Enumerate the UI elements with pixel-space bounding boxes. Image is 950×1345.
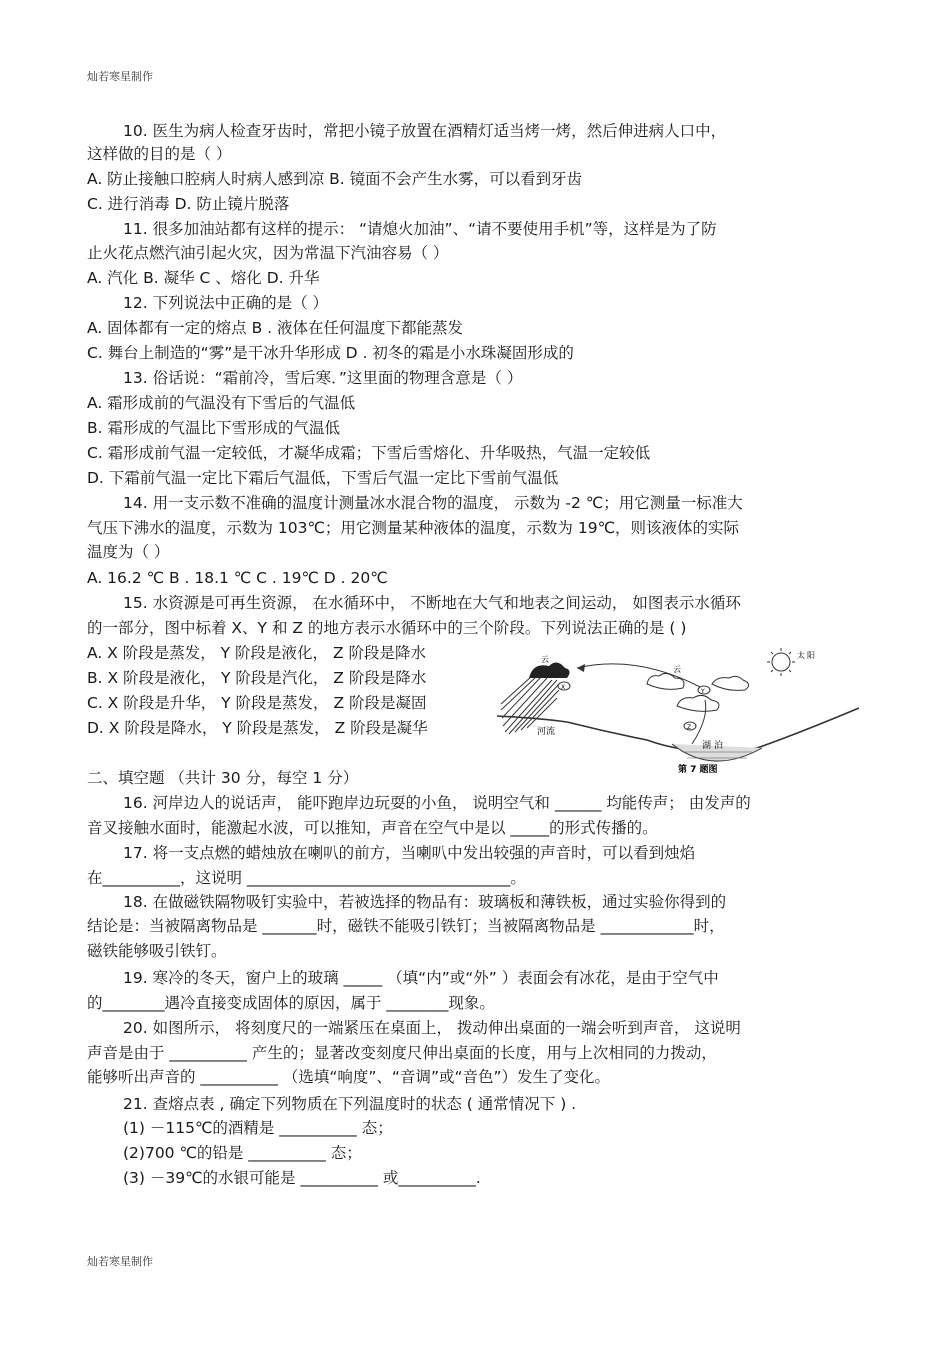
text-line-q18c: 磁铁能够吸引铁钉。 (87, 942, 227, 960)
rain-hatch (501, 676, 559, 734)
text-line-q20b: 声音是由于 __________ 产生的；显著改变刻度尺伸出桌面的长度，用与上次相同的力拨动， (87, 1044, 717, 1062)
text-line-q16b: 音叉接触水面时，能激起水波，可以推知，声音在空气中是以 _____的形式传播的。 (87, 819, 658, 837)
text-line-q15a: 15. 水资源是可再生资源， 在水循环中， 不断地在大气和地表之间运动， 如图表示水循环 (123, 594, 741, 612)
text-line-q21: 21. 查熔点表 , 确定下列物质在下列温度时的状态 ( 通常情况下 ) . (123, 1095, 577, 1113)
text-line-q12: 12. 下列说法中正确的是（ ） (123, 294, 329, 312)
river-label: 河流 (537, 727, 556, 737)
text-line-q10o1: A. 防止接触口腔病人时病人感到凉 B. 镜面不会产生水雾，可以看到牙齿 (87, 170, 583, 188)
text-line-q19b: 的________遇冷直接变成固体的原因，属于 ________现象。 (87, 994, 495, 1012)
text-line-q14b: 气压下沸水的温度，示数为 103℃；用它测量某种液体的温度，示数为 19℃，则该液体的实际 (87, 519, 739, 537)
text-line-q21b: (2)700 ℃的铅是 __________ 态； (123, 1144, 362, 1162)
text-line-q19a: 19. 寒冷的冬天，窗户上的玻璃 _____ （填“内”或“外” ）表面会有冰花，是由于空气中 (123, 969, 719, 987)
text-line-q20a: 20. 如图所示， 将刻度尺的一端紧压在桌面上， 拨动伸出桌面的一端会听到声音， 这说明 (123, 1019, 741, 1037)
text-line-q11o: A. 汽化 B. 凝华 C 、熔化 D. 升华 (87, 269, 320, 287)
text-line-q13o1: A. 霜形成前的气温没有下雪后的气温低 (87, 394, 356, 412)
cloud-1 (647, 673, 684, 689)
text-line-q18a: 18. 在做磁铁隔物吸钉实验中，若被选择的物品有：玻璃板和薄铁板，通过实验你得到的 (123, 893, 727, 911)
page-header: 灿若寒星制作 (87, 70, 153, 83)
text-line-q11b: 止火花点燃汽油引起火灾，因为常温下汽油容易（ ） (87, 244, 449, 262)
figure-caption: 第 7 题图 (678, 765, 718, 775)
text-line-q14a: 14. 用一支示数不准确的温度计测量冰水混合物的温度， 示数为 -2 ℃；用它测量一标准大 (123, 494, 743, 512)
text-line-q15o1: A. X 阶段是蒸发， Y 阶段是液化， Z 阶段是降水 (87, 644, 427, 662)
text-line-q15o2: B. X 阶段是液化， Y 阶段是汽化， Z 阶段是降水 (87, 669, 427, 687)
lake-label-2: 泊 (714, 741, 724, 751)
text-line-q17b: 在__________，这说明 __________________________________。 (87, 869, 526, 887)
rain-cloud-label: 云 (541, 655, 549, 664)
text-line-q21c: (3) －39℃的水银可能是 __________ 或__________. (123, 1169, 481, 1187)
text-line-q13o3: C. 霜形成前气温一定较低，才凝华成霜；下雪后雪熔化、升华吸热，气温一定较低 (87, 444, 651, 462)
water-cycle-figure (497, 648, 859, 778)
text-line-q13o2: B. 霜形成的气温比下雪形成的气温低 (87, 419, 340, 437)
text-line-q15o3: C. X 阶段是升华， Y 阶段是蒸发， Z 阶段是凝固 (87, 694, 427, 712)
sun-label-1: 太 (797, 651, 805, 660)
text-line-q10a: 10. 医生为病人检查牙齿时，常把小镜子放置在酒精灯适当烤一烤，然后伸进病人口中， (123, 122, 727, 140)
page-footer: 灿若寒星制作 (87, 1255, 153, 1268)
text-line-q12o2: C. 舞台上制造的“雾”是干冰升华形成 D . 初冬的霜是小水珠凝固形成的 (87, 344, 574, 362)
text-line-q10o2: C. 进行消毒 D. 防止镜片脱落 (87, 195, 290, 213)
text-line-q20c: 能够听出声音的 __________ （选填“响度”、“音调”或“音色”）发生了变化。 (87, 1068, 611, 1086)
stage-z-label: Z (687, 724, 692, 731)
text-line-q16a: 16. 河岸边人的说话声， 能吓跑岸边玩耍的小鱼， 说明空气和 ______ 均能传声； 由发声的 (123, 794, 751, 812)
text-line-q12o1: A. 固体都有一定的熔点 B . 液体在任何温度下都能蒸发 (87, 319, 464, 337)
text-line-q18b: 结论是：当被隔离物品是 _______时，磁铁不能吸引铁钉；当被隔离物品是 ____________时， (87, 917, 725, 935)
text-line-q14c: 温度为（ ） (87, 543, 170, 561)
text-line-q17a: 17. 将一支点燃的蜡烛放在喇叭的前方，当喇叭中发出较强的声音时，可以看到烛焰 (123, 844, 696, 862)
sun-label-2: 阳 (807, 651, 815, 660)
cloud-3 (712, 676, 749, 690)
text-line-q13: 13. 俗话说：“霜前冷，雪后寒．”这里面的物理含意是（ ） (123, 369, 523, 387)
cloud-2 (677, 695, 719, 711)
stage-x-label: X (561, 684, 566, 691)
stage-y-label: Y (701, 688, 705, 695)
text-line-q11a: 11. 很多加油站都有这样的提示： “请熄火加油”、“请不要使用手机”等，这样是为了防 (123, 220, 717, 238)
lake-label-1: 湖 (702, 741, 712, 751)
text-line-q21a: (1) －115℃的酒精是 __________ 态； (123, 1119, 393, 1137)
text-line-q13o4: D. 下霜前气温一定比下霜后气温低，下雪后气温一定比下雪前气温低 (87, 469, 559, 487)
text-line-q15o4: D. X 阶段是降水， Y 阶段是蒸发， Z 阶段是凝华 (87, 719, 428, 737)
text-line-q10b: 这样做的目的是（ ） (87, 145, 232, 163)
sun-icon (767, 648, 795, 676)
text-line-sec2: 二、填空题 （共计 30 分，每空 1 分） (87, 769, 359, 787)
rain-cloud (529, 662, 570, 678)
text-line-q14o: A. 16.2 ℃ B . 18.1 ℃ C . 19℃ D . 20℃ (87, 569, 388, 587)
cloud-label: 云 (673, 665, 681, 674)
text-line-q15b: 的一部分，图中标着 X、Y 和 Z 的地方表示水循环中的三个阶段。下列说法正确的是 ( ) (87, 619, 687, 637)
